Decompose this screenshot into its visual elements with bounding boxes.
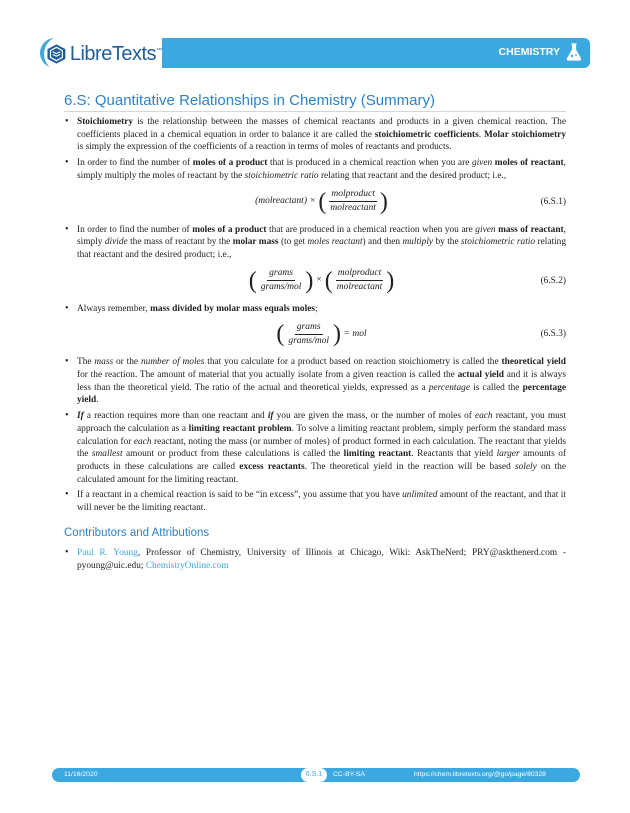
- emphasis: excess reactants: [239, 461, 305, 472]
- text: .: [478, 129, 484, 140]
- text: that are produced in a chemical reaction when you are: [266, 224, 476, 235]
- list-item: [64, 116, 566, 154]
- emphasis: actual yield: [457, 370, 504, 381]
- text: amount or product from these calculations is called the: [122, 449, 344, 460]
- emphasis: number of moles: [140, 357, 205, 368]
- footer-license[interactable]: CC-BY-SA: [333, 771, 365, 778]
- emphasis: percentage yield: [77, 382, 567, 406]
- eq-denominator: molreactant: [336, 282, 383, 293]
- emphasis: mass of reactant: [498, 224, 564, 235]
- eq-operator: ×: [316, 275, 322, 286]
- footer-date: 11/16/2020: [64, 771, 98, 778]
- emphasis: limiting reactant problem: [188, 423, 292, 434]
- text: by the: [433, 237, 462, 248]
- text: In order to find the number of: [77, 224, 193, 235]
- eq-denominator: grams/mol: [260, 282, 302, 293]
- equation-label: (6.S.3): [540, 329, 566, 340]
- text: In order to find the number of: [77, 158, 193, 169]
- flask-icon: [566, 43, 582, 61]
- eq-rhs: mol: [352, 328, 367, 339]
- eq-paren-open: (: [276, 321, 285, 348]
- contributors-list: [64, 547, 566, 572]
- eq-fraction: [328, 189, 378, 214]
- summary-list: [64, 116, 566, 515]
- emphasis: each: [474, 411, 493, 422]
- libretexts-logo[interactable]: [44, 36, 162, 72]
- equation-6-S-3: [77, 315, 566, 353]
- logo-trademark: ™: [156, 48, 162, 54]
- text: ;: [314, 303, 318, 314]
- equation-6-S-1: [77, 183, 566, 221]
- eq-paren-close: ): [333, 321, 342, 348]
- text: amounts of products in these calculations are called: [77, 449, 566, 472]
- list-item: [64, 489, 566, 514]
- title-divider: [64, 111, 566, 112]
- emphasis: stoichiometric ratio: [244, 170, 319, 181]
- text: is called the: [470, 382, 523, 393]
- text: , simply: [77, 224, 566, 248]
- emphasis: mass divided by molar mass equals moles: [150, 303, 315, 314]
- text: relating that reactant and the desired product; i.e.,: [77, 237, 567, 260]
- text: If a reactant in a chemical reaction is said to be “in excess”, you assume that you have: [77, 490, 403, 501]
- eq-paren-open: (: [318, 188, 327, 215]
- eq-fraction: [286, 322, 331, 347]
- emphasis: limiting reactant: [343, 449, 412, 460]
- eq-fraction: [259, 268, 304, 293]
- text: . The theoretical yield in the reaction will be based: [304, 461, 515, 472]
- eq-paren-close: ): [305, 267, 314, 294]
- text: relating that reactant and the desired product; i.e.,: [318, 170, 507, 181]
- text: The: [77, 357, 95, 368]
- list-item: [64, 303, 566, 354]
- text: for the reaction. The amount of material that you actually isolate from a given reaction is called the: [77, 370, 458, 381]
- text: ) and then: [362, 237, 403, 248]
- chemistryonline-link[interactable]: ChemistryOnline.com: [145, 561, 229, 572]
- emphasis: if: [267, 411, 274, 422]
- text: reactant, you must approach the calculation as a: [77, 411, 566, 434]
- emphasis: moles of a product: [192, 224, 267, 235]
- list-item: [64, 157, 566, 220]
- page-title: 6.S: Quantitative Relationships in Chemistry (Summary): [64, 92, 435, 109]
- eq-lhs: (molreactant): [255, 196, 307, 207]
- emphasis: multiply: [402, 237, 434, 248]
- text: . Reactants that yield: [411, 449, 497, 460]
- eq-denominator: grams/mol: [288, 335, 330, 346]
- emphasis: each: [133, 436, 152, 447]
- subject-label[interactable]: CHEMISTRY: [498, 46, 560, 58]
- eq-numerator: grams: [267, 268, 295, 281]
- emphasis: larger: [496, 449, 520, 460]
- emphasis: solely: [514, 461, 537, 472]
- text: reactant, noting the mass (or number of moles) of product formed in each calculation. The reactant that yields the: [77, 436, 566, 460]
- text: on the calculated amount for the limiting reactant.: [77, 461, 566, 485]
- emphasis: percentage: [428, 382, 470, 393]
- text: or the: [113, 357, 141, 368]
- text: (to get: [278, 237, 308, 248]
- emphasis: stoichiometric ratio: [461, 237, 536, 248]
- contributors-heading: Contributors and Attributions: [64, 526, 210, 539]
- emphasis: moles reactant: [307, 237, 363, 248]
- equation-label: (6.S.2): [540, 275, 566, 286]
- libretexts-hexagon-icon: [46, 40, 67, 68]
- text: Always remember,: [77, 303, 151, 314]
- emphasis: moles of reactant: [494, 158, 564, 169]
- term-stoichiometric-coefficients: stoichiometric coefficients: [374, 129, 479, 140]
- eq-paren-close: ): [386, 267, 395, 294]
- text: , simply multiply the moles of reactant by the: [77, 158, 567, 181]
- list-item: [64, 547, 566, 572]
- emphasis: molar mass: [232, 237, 279, 248]
- text: is simply the expression of the coefficients of a reaction in terms of moles of reactants and products.: [77, 142, 452, 153]
- eq-paren-close: ): [379, 188, 388, 215]
- contributor-text: , Professor of Chemistry, University of Illinois at Chicago, Wiki: AskTheNerd; PRY@askthenerd.com - pyoung@uic.edu;: [77, 548, 566, 572]
- equation-label: (6.S.1): [540, 196, 566, 207]
- logo-text: LibreTexts: [69, 42, 156, 65]
- list-item: [64, 224, 566, 300]
- eq-fraction: [335, 268, 385, 293]
- term-stoichiometry: Stoichiometry: [77, 117, 134, 127]
- text: is the relationship between the masses of chemical reactants and products in a given chemical reaction. The coefficients placed in a chemical equation in order to balance it are called the: [77, 117, 566, 140]
- emphasis: smallest: [91, 449, 123, 460]
- eq-numerator: molproduct: [336, 268, 383, 281]
- emphasis: If: [77, 411, 84, 422]
- text: the mass of reactant by the: [127, 237, 233, 248]
- eq-denominator: molreactant: [330, 203, 376, 214]
- text: and it is always less than the theoretical yield. The ratio of the actual and theoretical yields, expressed as a: [77, 370, 566, 393]
- emphasis: unlimited: [402, 490, 438, 501]
- text: that you calculate for a product based on reaction stoichiometry is called the: [204, 357, 502, 368]
- emphasis: given: [471, 158, 493, 169]
- emphasis: mass: [94, 357, 114, 368]
- text: . To solve a limiting reactant problem, simply perform the standard mass calculation for: [77, 423, 566, 447]
- text: amount of the reactant, and that it will never be the limiting reactant.: [77, 490, 566, 514]
- emphasis: given: [475, 224, 496, 235]
- list-item: [64, 356, 566, 407]
- term-molar-stoichiometry: Molar stoichiometry: [483, 129, 567, 140]
- eq-numerator: molproduct: [329, 189, 376, 202]
- text: you are given the mass, or the number of moles of: [273, 411, 475, 422]
- text: .: [96, 395, 99, 406]
- text: that is produced in a chemical reaction when you are: [267, 158, 472, 169]
- eq-operator: ×: [309, 196, 316, 207]
- text: a reaction requires more than one reactant and: [83, 411, 268, 422]
- eq-operator: =: [344, 328, 350, 339]
- emphasis: moles of a product: [192, 158, 268, 169]
- footer-url[interactable]: https://chem.libretexts.org/@go/page/80328: [414, 771, 546, 778]
- page-number: 6.S.1: [305, 771, 323, 778]
- contributor-link[interactable]: Paul R. Young: [77, 548, 138, 559]
- eq-numerator: grams: [295, 322, 323, 335]
- eq-paren-open: (: [324, 267, 333, 294]
- emphasis: theoretical yield: [501, 357, 566, 368]
- main-content: [64, 116, 566, 576]
- equation-6-S-2: [77, 262, 566, 300]
- list-item: [64, 410, 566, 486]
- emphasis: divide: [104, 237, 128, 248]
- eq-paren-open: (: [248, 267, 257, 294]
